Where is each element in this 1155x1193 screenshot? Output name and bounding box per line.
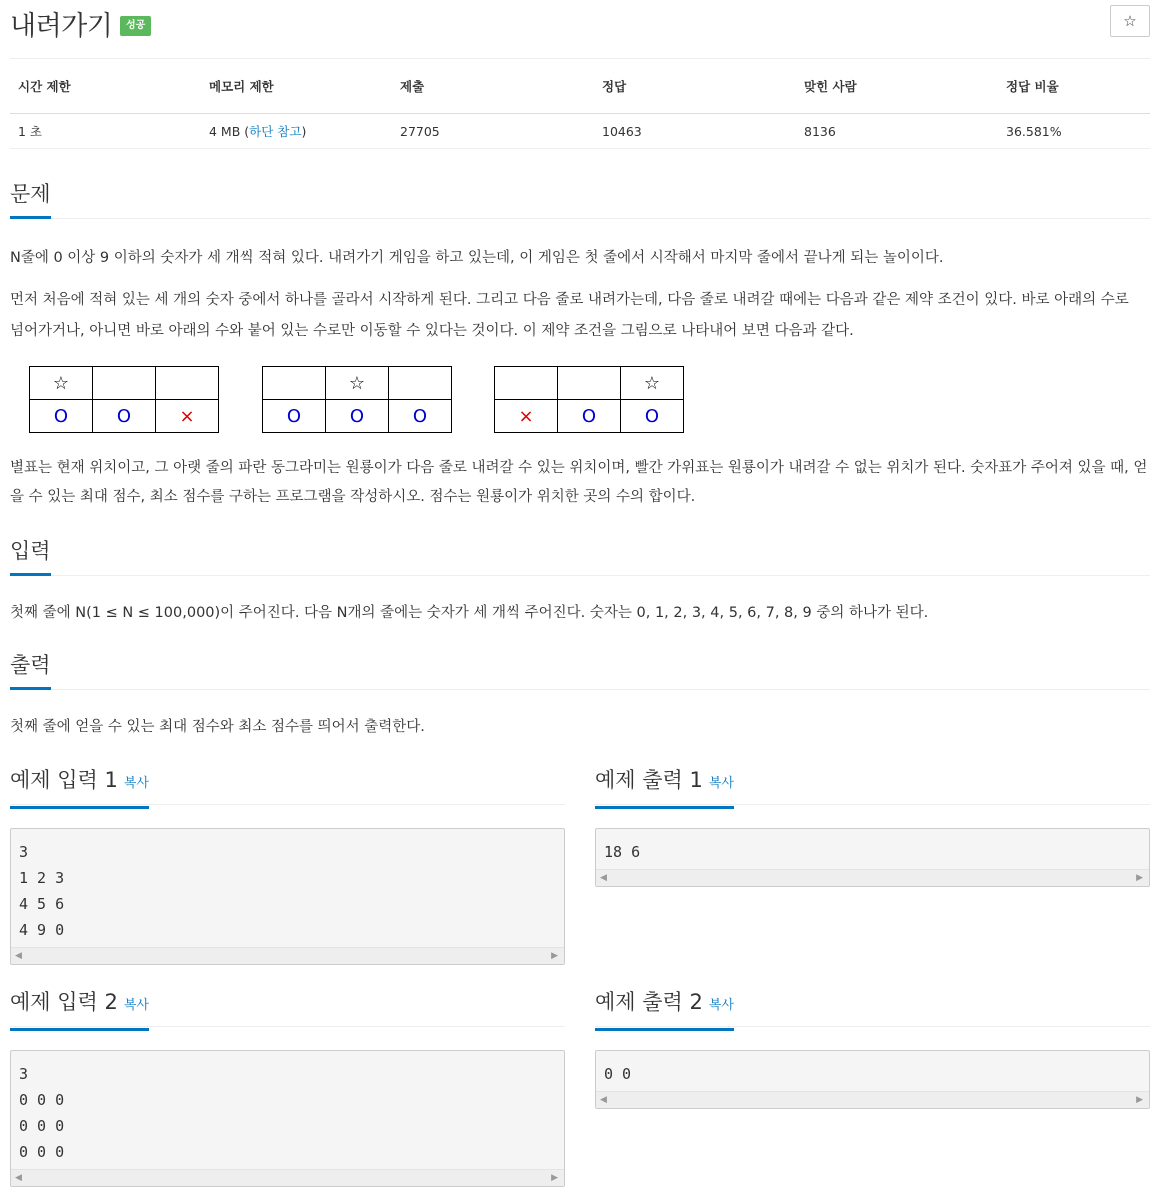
scroll-left-icon[interactable]: ◀ <box>15 1173 22 1183</box>
copy-button[interactable]: 복사 <box>123 998 149 1013</box>
grid-row-top <box>30 367 219 400</box>
grid-row-top <box>495 367 684 400</box>
circle-mark: O <box>621 400 684 433</box>
info-value-row <box>10 114 1150 149</box>
grid-cell: ☆ <box>621 367 684 400</box>
page-title: 내려가기 <box>10 11 113 42</box>
accepted-value: 10463 <box>594 114 796 149</box>
header-accepted: 정답 <box>594 59 796 114</box>
grid-row-bottom <box>263 400 452 433</box>
grid-row-top <box>263 367 452 400</box>
circle-mark: O <box>263 400 326 433</box>
sample-input-1-heading <box>10 766 149 809</box>
sample-input-2-heading <box>10 988 149 1031</box>
scroll-left-icon[interactable]: ◀ <box>600 1095 607 1105</box>
sample-output-2-box[interactable] <box>595 1050 1150 1109</box>
sample-output-1-box[interactable] <box>595 828 1150 887</box>
sample-input-1-title: 예제 입력 1 <box>10 768 118 792</box>
grid-cell <box>263 367 326 400</box>
status-badge: 성공 <box>120 16 151 36</box>
horizontal-scrollbar[interactable] <box>596 1091 1149 1108</box>
problem-headline <box>10 180 1150 219</box>
input-section <box>10 537 1150 621</box>
sample-input-2-headline <box>10 988 565 1027</box>
sample-input-1-headline <box>10 766 565 805</box>
sample-input-1 <box>10 766 565 961</box>
star-icon: ☆ <box>1123 12 1137 30</box>
memory-note-link[interactable]: 하단 참고 <box>249 124 302 139</box>
problem-heading: 문제 <box>10 180 51 219</box>
output-section <box>10 651 1150 735</box>
input-headline <box>10 537 1150 576</box>
grid-cell <box>558 367 621 400</box>
sample-input-2-box[interactable] <box>10 1050 565 1187</box>
memory-note-close: ) <box>301 124 307 139</box>
cross-mark: × <box>156 400 219 433</box>
grid-cell <box>495 367 558 400</box>
problem-paragraph-2: 먼저 처음에 적혀 있는 세 개의 숫자 중에서 하나를 골라서 시작하게 된다. 그리고 다음 줄로 내려가는데, 다음 줄로 내려갈 때에는 다음과 같은 제약 조건이 있다. 바로 아래의 수로 넘어가거나, 아니면 바로 아래의 수와 붙어 있는 수로만 이동할 수 있다는 것이다. 이 제약 조건을 그림으로 나타내어 보면 다음과 같다. <box>10 292 1129 339</box>
output-headline <box>10 651 1150 690</box>
ratio-value: 36.581% <box>998 114 1150 149</box>
header-solvers: 맞힌 사람 <box>796 59 998 114</box>
output-description: 첫째 줄에 얻을 수 있는 최대 점수와 최소 점수를 띄어서 출력한다. <box>10 719 425 735</box>
copy-button[interactable]: 복사 <box>708 998 734 1013</box>
title-row <box>10 0 1150 48</box>
problem-section <box>10 180 1150 339</box>
sample-input-1-text[interactable]: 3 1 2 3 4 5 6 4 9 0 <box>19 843 65 939</box>
input-heading: 입력 <box>10 537 51 576</box>
sample-output-2 <box>595 988 1150 1105</box>
grid-cell: ☆ <box>30 367 93 400</box>
problem-info-table <box>10 58 1150 149</box>
scroll-right-icon[interactable]: ▶ <box>551 951 558 961</box>
sample-output-1-title: 예제 출력 1 <box>595 768 703 792</box>
copy-button[interactable]: 복사 <box>123 776 149 791</box>
header-ratio: 정답 비율 <box>998 59 1150 114</box>
problem-paragraph-1: N줄에 0 이상 9 이하의 숫자가 세 개씩 적혀 있다. 내려가기 게임을 하고 있는데, 이 게임은 첫 줄에서 시작해서 마지막 줄에서 끝나게 되는 놀이이다. <box>10 250 944 266</box>
sample-output-2-title: 예제 출력 2 <box>595 990 703 1014</box>
sample-input-1-box[interactable] <box>10 828 565 965</box>
scroll-right-icon[interactable]: ▶ <box>1136 873 1143 883</box>
diagram-grid-middle <box>262 366 452 433</box>
circle-mark: O <box>326 400 389 433</box>
sample-output-1-text[interactable]: 18 6 <box>604 843 641 861</box>
solvers-value: 8136 <box>796 114 998 149</box>
time-limit-value: 1 초 <box>10 114 201 149</box>
circle-mark: O <box>93 400 156 433</box>
input-description: 첫째 줄에 N(1 ≤ N ≤ 100,000)이 주어진다. 다음 N개의 줄에는 숫자가 세 개씩 주어진다. 숫자는 0, 1, 2, 3, 4, 5, 6, 7, 8, 9 중의 하나가 된다. <box>10 605 929 621</box>
grid-cell <box>93 367 156 400</box>
horizontal-scrollbar[interactable] <box>11 1169 564 1186</box>
sample-output-1 <box>595 766 1150 883</box>
grid-cell: ☆ <box>326 367 389 400</box>
sample-input-2-text[interactable]: 3 0 0 0 0 0 0 0 0 0 <box>19 1065 65 1161</box>
header-time-limit: 시간 제한 <box>10 59 201 114</box>
sample-output-2-heading <box>595 988 734 1031</box>
diagram-grid-right <box>494 366 684 433</box>
memory-limit-value: 4 MB <box>209 124 241 139</box>
horizontal-scrollbar[interactable] <box>596 869 1149 886</box>
submissions-value: 27705 <box>392 114 594 149</box>
problem-page <box>10 0 1150 1183</box>
grid-row-bottom <box>495 400 684 433</box>
sample-output-1-headline <box>595 766 1150 805</box>
sample-input-2-title: 예제 입력 2 <box>10 990 118 1014</box>
cross-mark: × <box>495 400 558 433</box>
sample-output-2-text[interactable]: 0 0 <box>604 1065 632 1083</box>
grid-cell <box>389 367 452 400</box>
grid-row-bottom <box>30 400 219 433</box>
diagram-grid-left <box>29 366 219 433</box>
memory-note-open: ( <box>240 124 250 139</box>
sample-output-2-headline <box>595 988 1150 1027</box>
scroll-right-icon[interactable]: ▶ <box>551 1173 558 1183</box>
sample-output-1-heading <box>595 766 734 809</box>
header-memory-limit: 메모리 제한 <box>201 59 392 114</box>
memory-limit-cell <box>201 114 392 149</box>
scroll-left-icon[interactable]: ◀ <box>600 873 607 883</box>
horizontal-scrollbar[interactable] <box>11 947 564 964</box>
favorite-star-button[interactable] <box>1110 5 1150 37</box>
circle-mark: O <box>389 400 452 433</box>
grid-cell <box>156 367 219 400</box>
problem-paragraph-3: 별표는 현재 위치이고, 그 아랫 줄의 파란 동그라미는 원룡이가 다음 줄로 내려갈 수 있는 위치이며, 빨간 가위표는 원룡이가 내려갈 수 없는 위치가 된다. 숫자표가 주어져 있을 때, 얻을 수 있는 최대 점수, 최소 점수를 구하는 프로그램을 작성하시오. 점수는 원룡이가 위치한 곳의 수의 합이다. <box>10 460 1148 505</box>
output-heading: 출력 <box>10 651 51 690</box>
sample-input-2 <box>10 988 565 1183</box>
circle-mark: O <box>30 400 93 433</box>
copy-button[interactable]: 복사 <box>708 776 734 791</box>
scroll-right-icon[interactable]: ▶ <box>1136 1095 1143 1105</box>
circle-mark: O <box>558 400 621 433</box>
header-submissions: 제출 <box>392 59 594 114</box>
scroll-left-icon[interactable]: ◀ <box>15 951 22 961</box>
info-header-row <box>10 59 1150 114</box>
